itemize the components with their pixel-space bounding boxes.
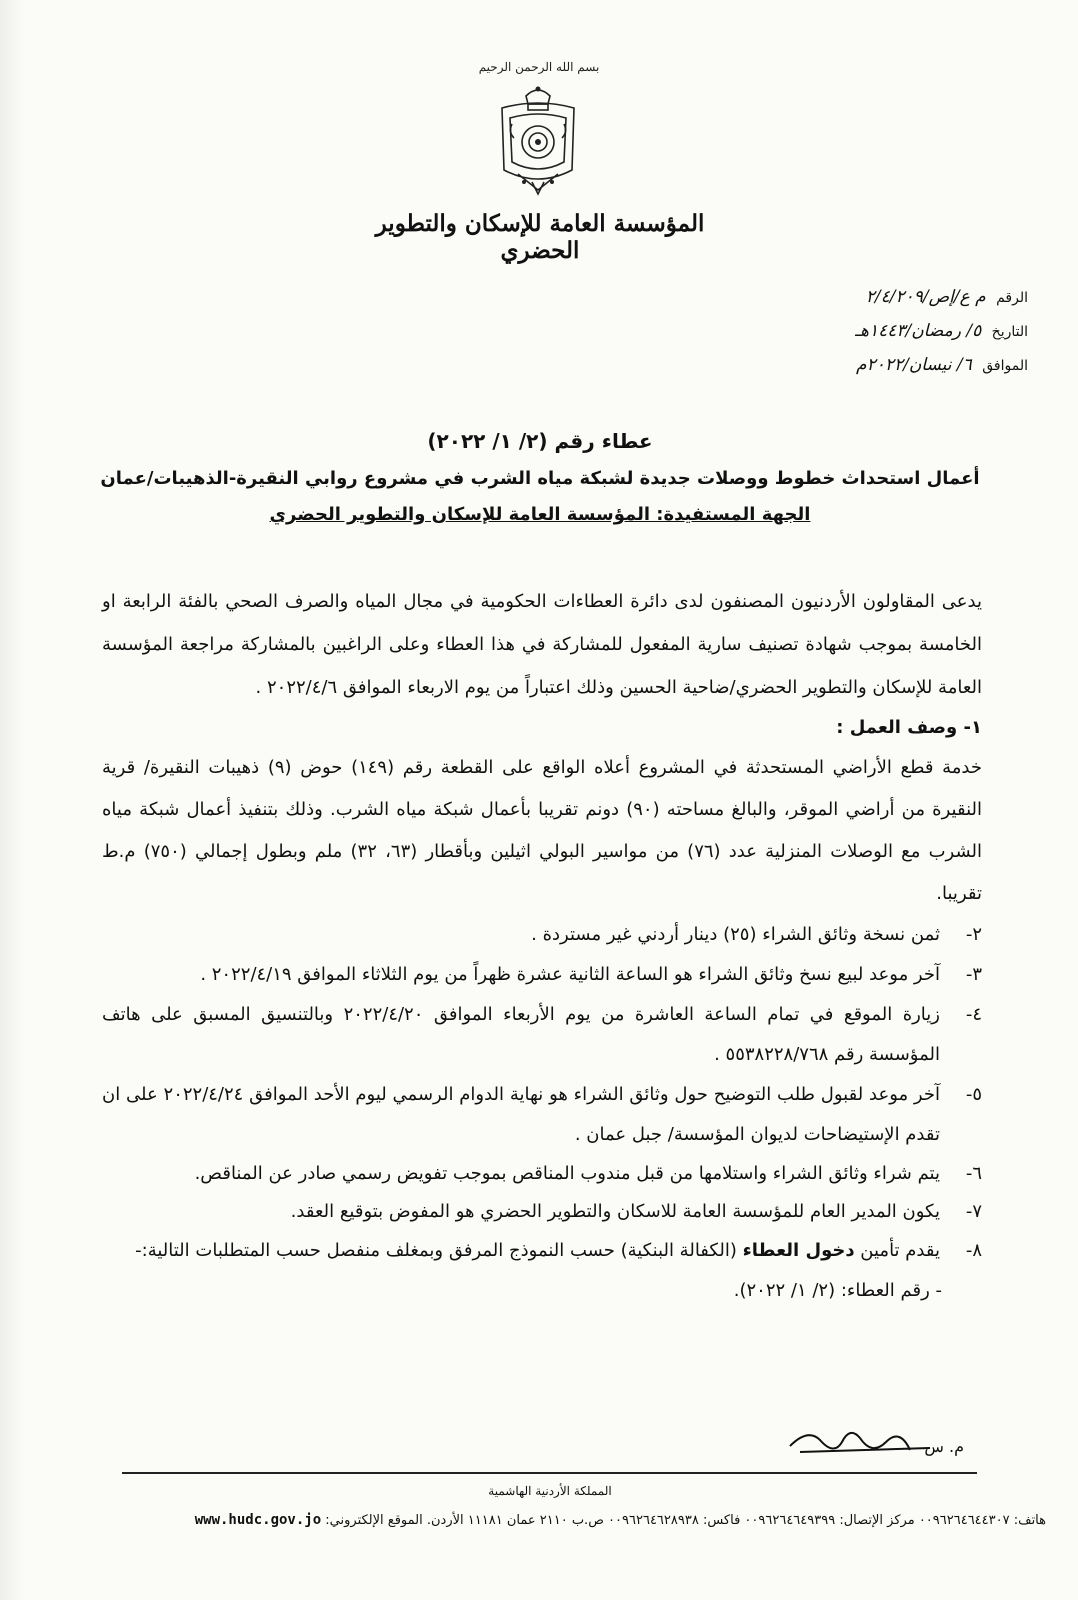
footer-contact xyxy=(36,1512,1046,1528)
ref-hijri-value: ٥/ رمضان/١٤٤٣هـ xyxy=(854,321,982,341)
bismillah-text: بسم الله الرحمن الرحيم xyxy=(478,60,600,74)
website-link[interactable]: www.hudc.gov.jo xyxy=(194,1512,322,1528)
list-item xyxy=(102,1193,982,1231)
page-fold-shadow xyxy=(0,0,24,1600)
signature-initials: م. س xyxy=(924,1437,964,1456)
ref-hijri-label: التاريخ xyxy=(991,324,1028,340)
tender-number: عطاء رقم (٢/ ١/ ٢٠٢٢) xyxy=(427,429,653,453)
list-item-8 xyxy=(102,1231,982,1271)
project-title: أعمال استحداث خطوط ووصلات جديدة لشبكة مياه الشرب في مشروع روابي النقيرة-الذهيبات/عمان xyxy=(100,468,980,489)
item-1-title: وصف العمل : xyxy=(836,717,958,738)
organization-name: المؤسسة العامة للإسكان والتطوير الحضري xyxy=(375,210,705,264)
item-number: ٢- xyxy=(965,924,982,945)
item-text: آخر موعد لبيع نسخ وثائق الشراء هو الساعة الثانية عشرة ظهراً من يوم الثلاثاء الموافق ٢٠٢٢/٤/١٩ . xyxy=(200,964,940,985)
jordan-coat-of-arms-icon xyxy=(488,78,588,196)
item-number: ٤- xyxy=(965,1004,982,1025)
kingdom-name: المملكة الأردنية الهاشمية xyxy=(488,1484,612,1498)
beneficiary: الجهة المستفيدة: المؤسسة العامة للإسكان والتطوير الحضري xyxy=(269,504,811,525)
item-8-post: (الكفالة البنكية) حسب النموذج المرفق وبمغلف منفصل حسب المتطلبات التالية:- xyxy=(135,1240,737,1261)
item-8-pre: يقدم تأمين xyxy=(860,1240,940,1261)
ref-gregorian-label: الموافق xyxy=(982,358,1028,374)
footer-divider xyxy=(122,1472,977,1474)
signature xyxy=(760,1418,980,1468)
ref-gregorian-value: ٦/ نيسان/٢٠٢٢م xyxy=(856,355,972,375)
item-text: ثمن نسخة وثائق الشراء (٢٥) دينار أردني غير مستردة . xyxy=(531,924,940,945)
list-item xyxy=(102,1075,982,1155)
footer-contact-details: هاتف: ٠٠٩٦٢٦٤٦٤٤٣٠٧ مركز الإتصال: ٠٠٩٦٢٦٤٦٤٩٣٩٩ فاكس: ٠٠٩٦٢٦٤٦٢٨٩٣٨ ص.ب ٢١١٠ عمان ١١١٨١ الأردن. الموقع الإلكتروني: xyxy=(325,1513,1046,1528)
tender-body xyxy=(102,580,982,1311)
ref-number-label: الرقم xyxy=(996,290,1028,306)
item-number: ٦- xyxy=(965,1163,982,1184)
ref-hijri-row xyxy=(738,314,1028,348)
item-1-number: ١- xyxy=(963,717,982,738)
item-8-bold: دخول العطاء xyxy=(742,1240,855,1261)
list-item xyxy=(102,995,982,1075)
item-number: ٣- xyxy=(965,964,982,985)
reference-block xyxy=(738,280,1028,382)
list-item xyxy=(102,915,982,955)
item-text: يتم شراء وثائق الشراء واستلامها من قبل مندوب المناقص بموجب تفويض رسمي صادر عن المناقص. xyxy=(194,1163,940,1184)
ref-gregorian-row xyxy=(738,348,1028,382)
list-item xyxy=(102,1155,982,1193)
list-item xyxy=(102,955,982,995)
item-text: آخر موعد لقبول طلب التوضيح حول وثائق الشراء هو نهاية الدوام الرسمي ليوم الأحد الموافق ٢٠٢٢/٤/٢٤ على ان تقدم الإستيضاحات لديوان المؤسسة/ جبل عمان . xyxy=(102,1084,940,1145)
item-text: يكون المدير العام للمؤسسة العامة للاسكان والتطوير الحضري هو المفوض بتوقيع العقد. xyxy=(290,1201,940,1222)
item-text: زيارة الموقع في تمام الساعة العاشرة من يوم الأربعاء الموافق ٢٠٢٢/٤/٢٠ وبالتنسيق المسبق على هاتف المؤسسة رقم ٥٥٣٨٢٢٨/٧٦٨ . xyxy=(102,1004,940,1065)
tender-title-block xyxy=(60,424,1020,532)
intro-paragraph: يدعى المقاولون الأردنيون المصنفون لدى دائرة العطاءات الحكومية في مجال المياه والصرف الصحي بالفئة الرابعة او الخامسة بموجب شهادة تصنيف سارية المفعول للمشاركة في هذا العطاء وعلى الراغبين بالمشاركة مراجعة المؤسسة العامة للإسكان والتطوير الحضري/ضاحية الحسين وذلك اعتباراً من يوم الاربعاء الموافق ٢٠٢٢/٤/٦ . xyxy=(102,591,982,698)
ref-number-row xyxy=(738,280,1028,314)
item-number: ٥- xyxy=(965,1084,982,1105)
sub-item-tender-number: - رقم العطاء: (٢/ ١/ ٢٠٢٢). xyxy=(733,1280,942,1301)
item-number: ٨- xyxy=(965,1240,982,1261)
item-1-description: خدمة قطع الأراضي المستحدثة في المشروع أعلاه الواقع على القطعة رقم (١٤٩) حوض (٩) ذهيبات النقيرة/ قرية النقيرة من أراضي الموقر، والبالغ مساحته (٩٠) دونم تقريبا بأعمال شبكة مياه الشرب. وذلك بتنفيذ أعمال شبكة مياه الشرب مع الوصلات المنزلية عدد (٧٦) من مواسير البولي اثيلين وبأقطار (٦٣، ٣٢) ملم وبطول إجمالي (٧٥٠) م.ط تقريبا. xyxy=(102,757,982,904)
item-1-heading xyxy=(102,709,982,747)
item-number: ٧- xyxy=(965,1201,982,1222)
item-8-text xyxy=(102,1231,940,1271)
ref-number-value: م ع/إص/٢/٤/٢٠٩ xyxy=(865,287,986,307)
